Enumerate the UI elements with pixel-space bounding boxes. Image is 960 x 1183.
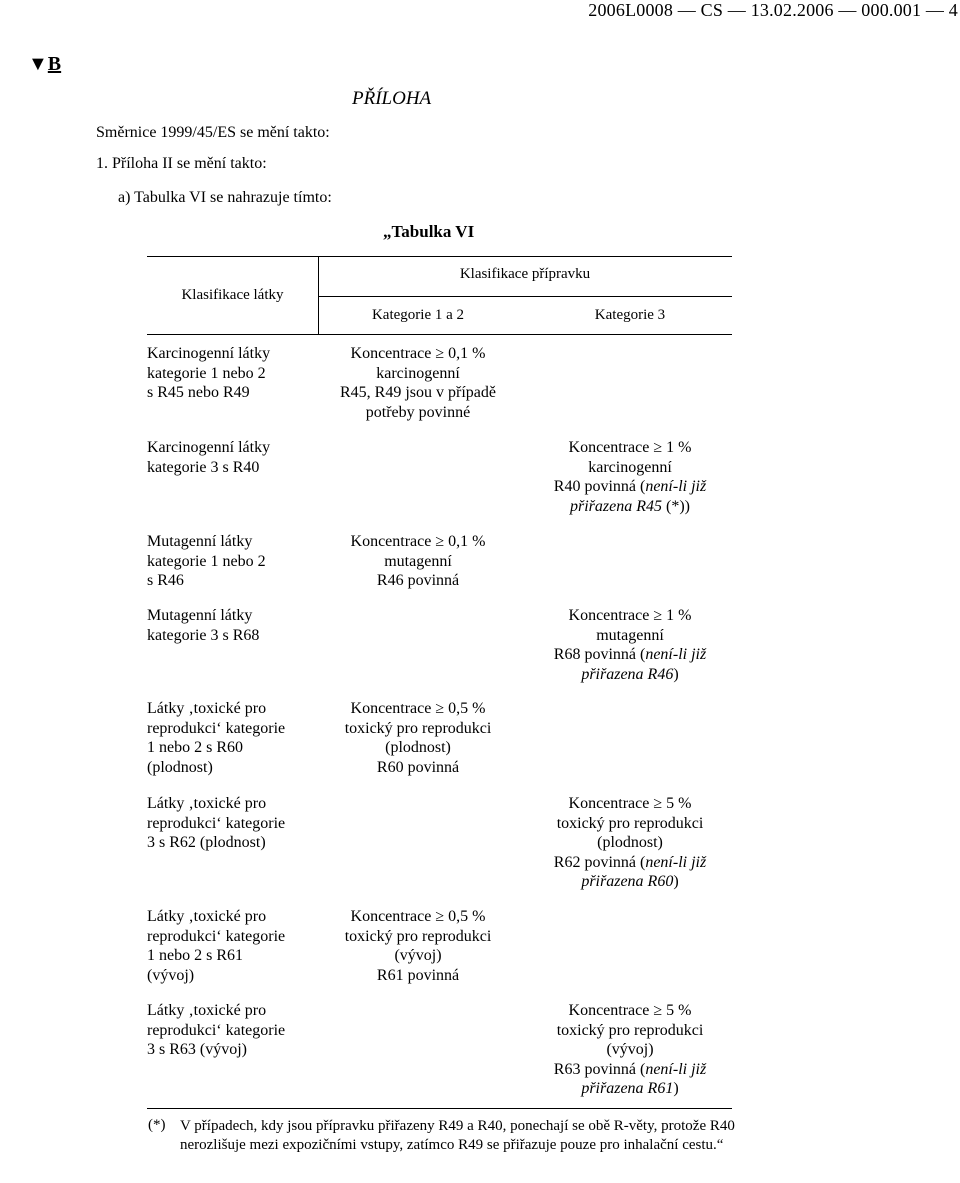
table-row-3-substance: Mutagenní látky kategorie 1 nebo 2 s R46 bbox=[147, 533, 266, 589]
table-row-1-substance: Karcinogenní látky kategorie 1 nebo 2 s R45 nebo R49 bbox=[147, 345, 271, 401]
table-row-8-cat3: Koncentrace ≥ 5 % toxický pro reprodukci (vývoj) R63 povinná (není-li již přiřazena R61) bbox=[553, 1002, 707, 1097]
table-mid-rule bbox=[318, 296, 732, 297]
table-header-rule bbox=[147, 334, 732, 335]
table-title: „Tabulka VI bbox=[383, 222, 475, 241]
document-header: 2006L0008 — CS — 13.02.2006 — 000.001 — 4 bbox=[588, 0, 958, 20]
col-cat3-heading: Kategorie 3 bbox=[594, 307, 666, 323]
table-row-5-substance: Látky ‚toxické pro reprodukci‘ kategorie 1 nebo 2 s R60 (plodnost) bbox=[147, 700, 286, 776]
table-row-5-cat12: Koncentrace ≥ 0,5 % toxický pro reprodukci (plodnost) R60 povinná bbox=[344, 700, 492, 776]
table-row-7-substance: Látky ‚toxické pro reprodukci‘ kategorie 1 nebo 2 s R61 (vývoj) bbox=[147, 908, 286, 984]
annex-title: PŘÍLOHA bbox=[352, 88, 432, 109]
footnote-text: V případech, kdy jsou přípravku přiřazeny R49 a R40, ponechají se obě R-věty, protože R40 nerozlišuje mezi expozičními vstupy, zatímco R49 se přiřazuje pouze pro inhalační cestu.“ bbox=[180, 1118, 735, 1153]
intro-line-2: 1. Příloha II se mění takto: bbox=[96, 155, 267, 172]
table-row-2-substance: Karcinogenní látky kategorie 3 s R40 bbox=[147, 439, 271, 476]
table-row-6-substance: Látky ‚toxické pro reprodukci‘ kategorie 3 s R62 (plodnost) bbox=[147, 795, 286, 851]
table-row-3-cat12: Koncentrace ≥ 0,1 % mutagenní R46 povinná bbox=[350, 533, 486, 589]
consolidation-marker bbox=[28, 53, 61, 76]
table-row-1-cat12: Koncentrace ≥ 0,1 % karcinogenní R45, R49 jsou v případě potřeby povinné bbox=[340, 345, 496, 421]
table-row-6-cat3: Koncentrace ≥ 5 % toxický pro reprodukci (plodnost) R62 povinná (není-li již přiřazena R60) bbox=[553, 795, 707, 890]
col-cat12-heading: Kategorie 1 a 2 bbox=[371, 307, 465, 323]
triangle-down-icon: ▼ bbox=[28, 53, 48, 75]
table-row-4-substance: Mutagenní látky kategorie 3 s R68 bbox=[147, 607, 260, 644]
table-row-7-cat12: Koncentrace ≥ 0,5 % toxický pro reprodukci (vývoj) R61 povinná bbox=[344, 908, 492, 984]
table-row-8-substance: Látky ‚toxické pro reprodukci‘ kategorie 3 s R63 (vývoj) bbox=[147, 1002, 286, 1058]
footnote-marker: (*) bbox=[148, 1117, 166, 1133]
table-top-rule bbox=[147, 256, 732, 257]
table-bottom-rule bbox=[147, 1108, 732, 1109]
intro-line-1: Směrnice 1999/45/ES se mění takto: bbox=[96, 124, 330, 141]
marker-label: B bbox=[47, 53, 62, 75]
table-row-4-cat3: Koncentrace ≥ 1 % mutagenní R68 povinná (není-li již přiřazena R46) bbox=[553, 607, 707, 683]
col-substance-heading: Klasifikace látky bbox=[181, 287, 284, 303]
intro-line-3: a) Tabulka VI se nahrazuje tímto: bbox=[118, 189, 332, 206]
table-row-2-cat3: Koncentrace ≥ 1 % karcinogenní R40 povinná (není-li již přiřazena R45 (*)) bbox=[553, 439, 707, 515]
col-preparation-heading: Klasifikace přípravku bbox=[459, 266, 591, 282]
